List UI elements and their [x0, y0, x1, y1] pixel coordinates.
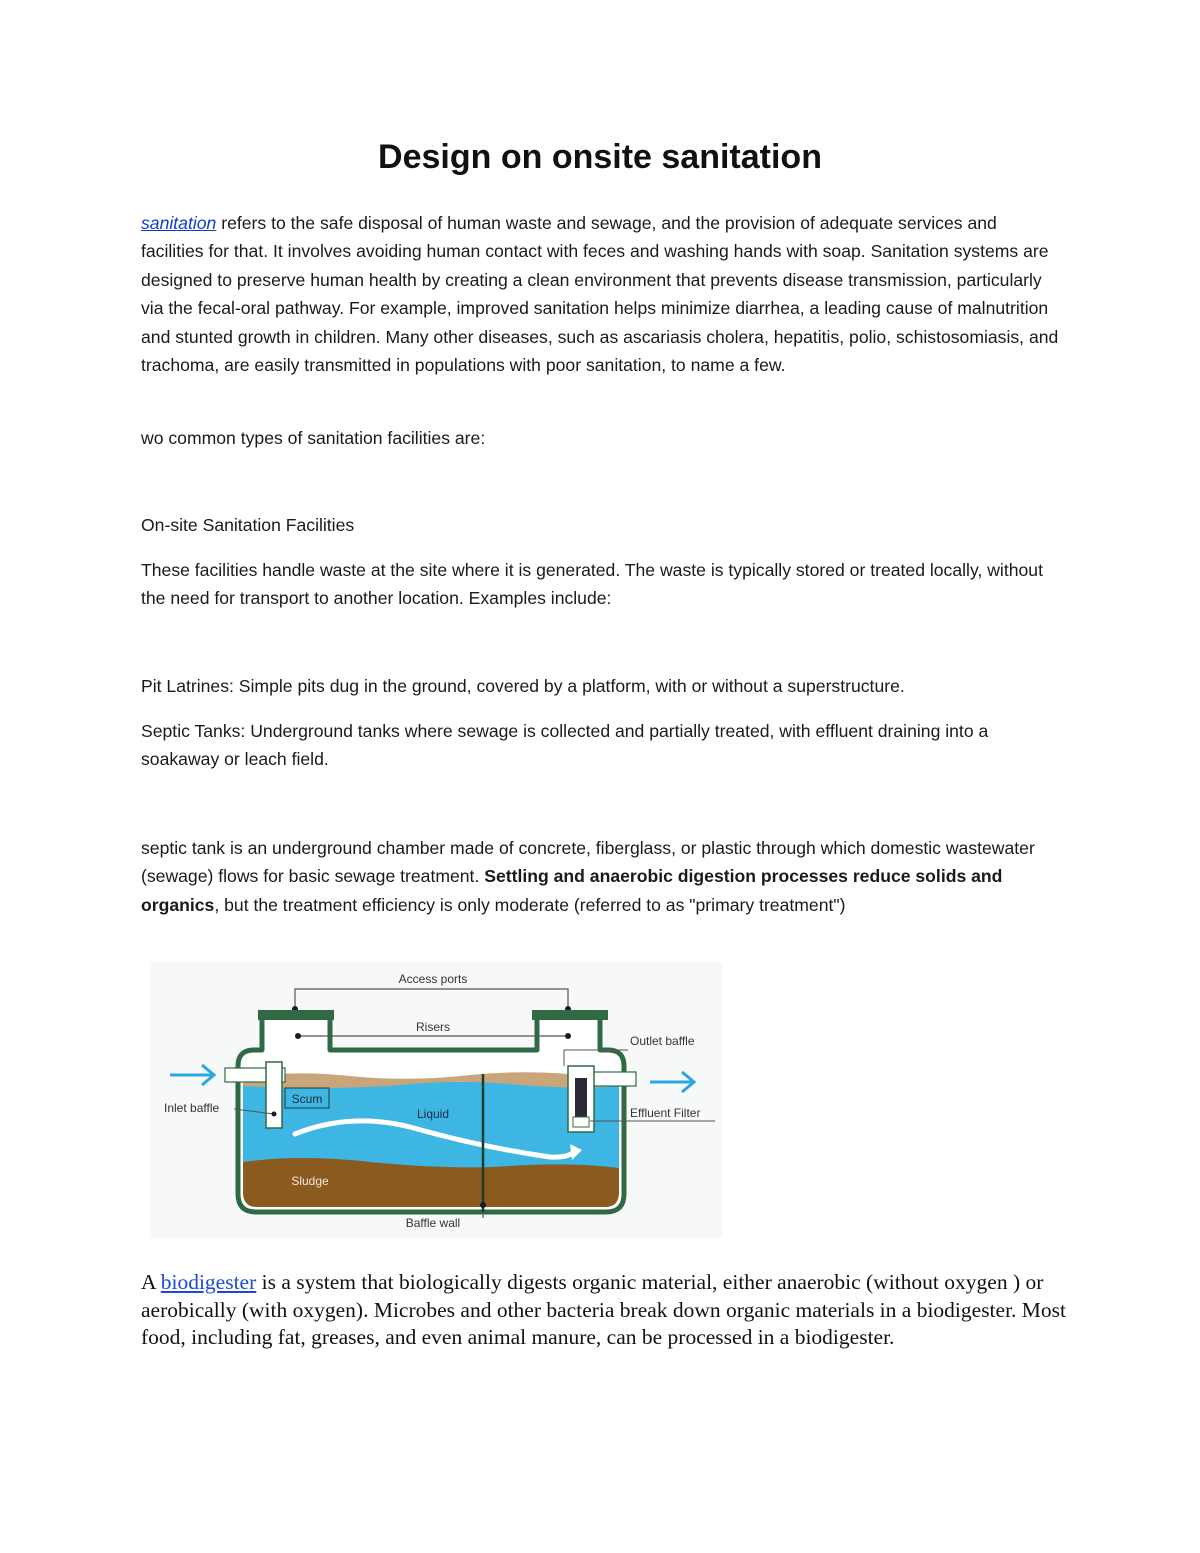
effluent-filter-core [575, 1078, 587, 1122]
septic-tank-svg [150, 962, 723, 1238]
septic-text-bold: Settling and anaerobic digestion processes reduce solids and organics [141, 866, 1003, 915]
access-ports-label: Access ports [398, 972, 468, 986]
septic-text-after: , but the treatment efficiency is only moderate (referred to as "primary treatment") [214, 894, 846, 915]
septic-tanks-item: Septic Tanks: Underground tanks where sewage is collected and partially treated, with effluent draining into a soakaway or leach field. [141, 721, 989, 770]
onsite-paragraph: These facilities handle waste at the site where it is generated. The waste is typically stored or treated locally, without the need for transport to another location. Examples include: [141, 560, 1043, 609]
riser-dot-left [295, 1033, 301, 1039]
lid-left [258, 1010, 334, 1020]
biodigester-link[interactable]: biodigester [160, 1270, 257, 1294]
intro-text: refers to the safe disposal of human waste and sewage, and the provision of adequate services and facilities for that. It involves avoiding human contact with feces and washing hands with soap. Sanitation systems are designed to preserve human health by creating a clean environment that prevents disease transmission, particularly via the fecal-oral pathway. For example, improved sanitation helps minimize diarrhea, a leading cause of malnutrition and stunted growth in children. Many other diseases, such as ascariasis cholera, hepatitis, polio, schistosomiasis, and trachoma, are easily transmitted in populations with poor sanitation, to name a few. [141, 213, 1059, 376]
septic-paragraph [141, 834, 1056, 919]
effluent-filter-base [573, 1117, 589, 1127]
riser-dot-right [565, 1033, 571, 1039]
risers-label: Risers [415, 1020, 451, 1034]
septic-text-before: septic tank is an underground chamber made of concrete, fiberglass, or plastic through which domestic wastewater (sewage) flows for basic sewage treatment. [141, 838, 1035, 887]
biodigester-text: is a system that biologically digests organic material, either anaerobic (without oxygen ) or aerobically (with oxygen). Microbes and other bacteria break down organic materials in a biodigester. Most food, including fat, greases, and even animal manure, can be processed in a biodigester. [141, 1270, 1067, 1349]
outlet-baffle-label: Outlet baffle [630, 1034, 695, 1048]
biodigester-prefix: A [141, 1270, 161, 1294]
inlet-baffle [266, 1062, 282, 1128]
sanitation-link[interactable]: sanitation [141, 213, 217, 233]
pit-latrines-item: Pit Latrines: Simple pits dug in the ground, covered by a platform, with or without a superstructure. [141, 676, 905, 696]
biodigester-paragraph [141, 1269, 1071, 1352]
baffle-wall-dot [480, 1202, 486, 1208]
inlet-baffle-label: Inlet baffle [164, 1101, 220, 1115]
septic-tank-diagram [150, 962, 723, 1238]
inlet-baffle-dot [272, 1112, 277, 1117]
effluent-filter-label: Effluent Filter [630, 1106, 701, 1120]
scum-label: Scum [291, 1092, 323, 1106]
baffle-wall-label: Baffle wall [405, 1216, 461, 1230]
sludge-label: Sludge [291, 1174, 329, 1188]
liquid-label: Liquid [416, 1107, 450, 1121]
page-title: Design on onsite sanitation [378, 138, 822, 176]
onsite-heading: On-site Sanitation Facilities [141, 515, 355, 535]
lid-right [532, 1010, 608, 1020]
types-heading: wo common types of sanitation facilities are: [141, 428, 486, 448]
intro-paragraph [141, 209, 1061, 379]
